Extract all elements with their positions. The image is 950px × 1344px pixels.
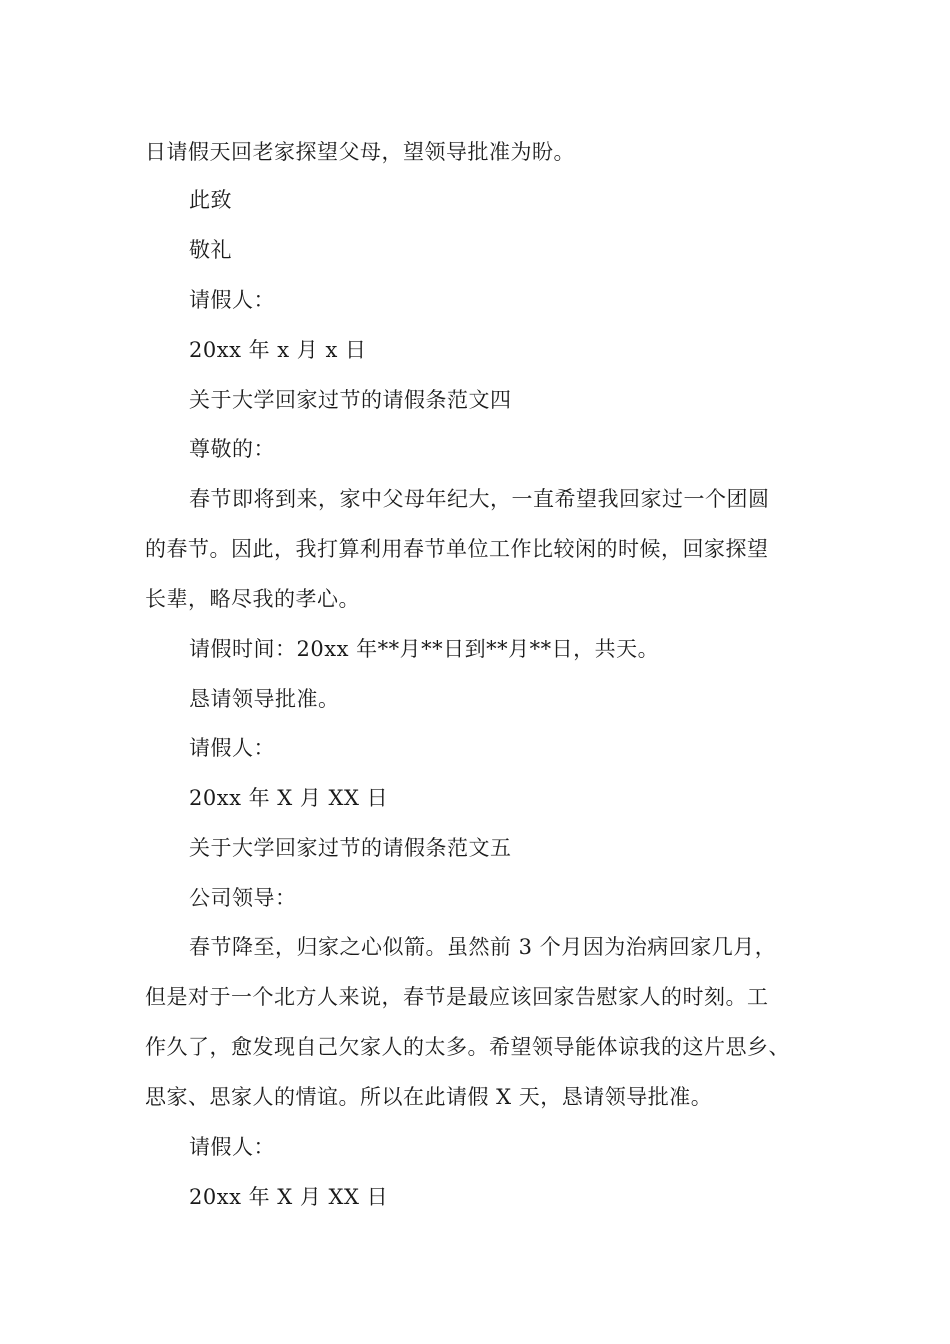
greeting-line: 公司领导： bbox=[189, 886, 297, 910]
body-paragraph-line: 但是对于一个北方人来说，春节是最应该回家告慰家人的时刻。工 bbox=[145, 985, 769, 1009]
date-line: 20xx 年 X 月 XX 日 bbox=[189, 1185, 389, 1209]
body-text-line: 日请假天回老家探望父母，望领导批准为盼。 bbox=[145, 140, 575, 164]
request-approval-line: 恳请领导批准。 bbox=[189, 687, 340, 711]
body-paragraph-line: 春节即将到来，家中父母年纪大，一直希望我回家过一个团圆 bbox=[189, 487, 770, 511]
section-heading: 关于大学回家过节的请假条范文五 bbox=[189, 836, 512, 860]
applicant-label: 请假人： bbox=[189, 288, 275, 312]
date-line: 20xx 年 x 月 x 日 bbox=[189, 338, 367, 362]
closing-salutation: 此致 bbox=[189, 188, 232, 212]
applicant-label: 请假人： bbox=[189, 1135, 275, 1159]
date-line: 20xx 年 X 月 XX 日 bbox=[189, 786, 389, 810]
greeting-line: 尊敬的： bbox=[189, 437, 275, 461]
body-paragraph-line: 作久了，愈发现自己欠家人的太多。希望领导能体谅我的这片思乡、 bbox=[145, 1035, 790, 1059]
body-paragraph-line: 思家、思家人的情谊。所以在此请假 X 天，恳请领导批准。 bbox=[145, 1085, 713, 1109]
closing-regards: 敬礼 bbox=[189, 238, 232, 262]
body-paragraph-line: 的春节。因此，我打算利用春节单位工作比较闲的时候，回家探望 bbox=[145, 537, 769, 561]
leave-period-line: 请假时间：20xx 年**月**日到**月**日，共天。 bbox=[189, 637, 660, 661]
section-heading: 关于大学回家过节的请假条范文四 bbox=[189, 388, 512, 412]
body-paragraph-line: 春节降至，归家之心似箭。虽然前 3 个月因为治病回家几月， bbox=[189, 935, 777, 959]
applicant-label: 请假人： bbox=[189, 736, 275, 760]
body-paragraph-line: 长辈，略尽我的孝心。 bbox=[145, 587, 360, 611]
